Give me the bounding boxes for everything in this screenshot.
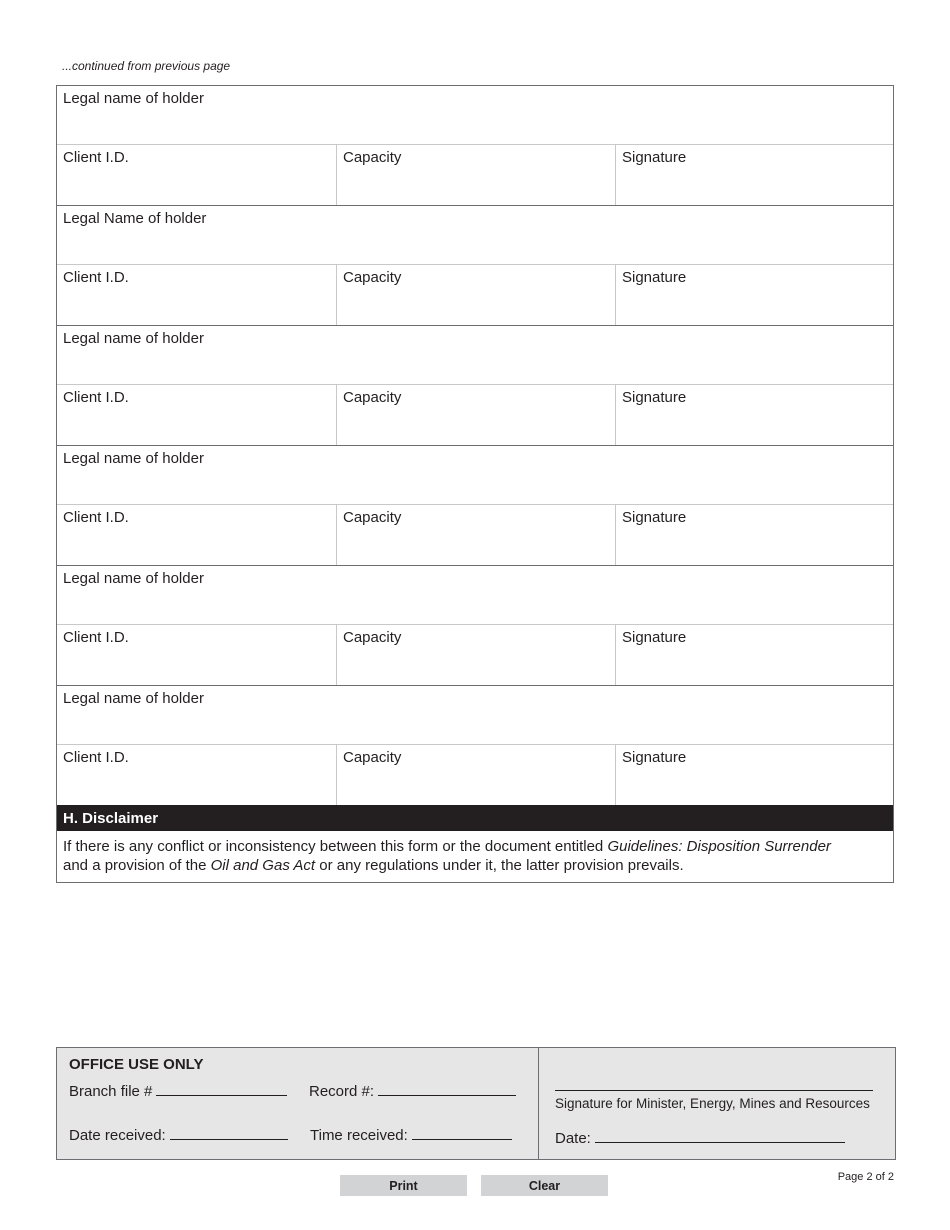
signature-field[interactable]: [615, 265, 893, 325]
legal-name-field[interactable]: [57, 86, 893, 145]
legal-name-field[interactable]: [57, 446, 893, 505]
disclaimer-text-part: and a provision of the: [63, 857, 211, 874]
holder-block: [57, 205, 893, 325]
office-use-title: OFFICE USE ONLY: [69, 1056, 204, 1073]
office-use-right: [539, 1048, 895, 1159]
client-id-label: Client I.D.: [63, 629, 129, 646]
client-id-field[interactable]: [57, 625, 336, 685]
signature-field[interactable]: [615, 145, 893, 205]
client-id-field[interactable]: [57, 745, 336, 805]
continued-note: ...continued from previous page: [62, 59, 231, 73]
minister-signature-field[interactable]: [555, 1090, 873, 1091]
capacity-field[interactable]: [336, 385, 615, 445]
disclaimer-heading: H. Disclaimer: [57, 805, 893, 831]
minister-date-label: Date:: [555, 1130, 591, 1147]
capacity-label: Capacity: [343, 389, 402, 406]
client-id-field[interactable]: [57, 385, 336, 445]
client-id-label: Client I.D.: [63, 149, 129, 166]
legal-name-label: Legal name of holder: [63, 450, 204, 467]
disclaimer-doc-title: Guidelines: Disposition Surrender: [607, 838, 831, 855]
record-field[interactable]: [309, 1083, 516, 1100]
branch-file-label: Branch file #: [69, 1083, 153, 1100]
date-received-field[interactable]: [69, 1127, 288, 1144]
holder-block: [57, 86, 893, 205]
minister-date-field[interactable]: [555, 1130, 845, 1147]
signature-label: Signature: [622, 389, 687, 406]
legal-name-label: Legal name of holder: [63, 330, 204, 347]
record-label: Record #:: [309, 1083, 375, 1100]
client-id-label: Client I.D.: [63, 749, 129, 766]
time-received-line: [412, 1127, 512, 1140]
time-received-label: Time received:: [310, 1127, 408, 1144]
branch-file-line: [156, 1083, 287, 1096]
legal-name-field[interactable]: [57, 686, 893, 745]
time-received-field[interactable]: [310, 1127, 512, 1144]
capacity-field[interactable]: [336, 145, 615, 205]
legal-name-field[interactable]: [57, 566, 893, 625]
legal-name-label: Legal name of holder: [63, 90, 204, 107]
capacity-label: Capacity: [343, 149, 402, 166]
page-number: Page 2 of 2: [837, 1171, 894, 1183]
holder-block: [57, 325, 893, 445]
signature-label: Signature: [622, 269, 687, 286]
holder-block: [57, 565, 893, 685]
disclaimer-text: [57, 831, 893, 882]
capacity-label: Capacity: [343, 509, 402, 526]
office-use-left: [57, 1048, 539, 1159]
branch-file-field[interactable]: [69, 1083, 287, 1100]
client-id-field[interactable]: [57, 505, 336, 565]
capacity-field[interactable]: [336, 265, 615, 325]
signature-field[interactable]: [615, 385, 893, 445]
legal-name-label: Legal name of holder: [63, 570, 204, 587]
capacity-label: Capacity: [343, 269, 402, 286]
clear-button[interactable]: Clear: [481, 1175, 608, 1196]
holder-block: [57, 445, 893, 565]
client-id-label: Client I.D.: [63, 509, 129, 526]
minister-date-line: [595, 1130, 845, 1143]
capacity-label: Capacity: [343, 749, 402, 766]
record-line: [378, 1083, 516, 1096]
holders-table: [56, 85, 894, 883]
capacity-label: Capacity: [343, 629, 402, 646]
disclaimer-text-part: or any regulations under it, the latter provision prevails.: [315, 857, 684, 874]
legal-name-label: Legal name of holder: [63, 690, 204, 707]
holder-block: [57, 685, 893, 805]
capacity-field[interactable]: [336, 625, 615, 685]
legal-name-label: Legal Name of holder: [63, 210, 207, 227]
print-button[interactable]: Print: [340, 1175, 467, 1196]
signature-field[interactable]: [615, 505, 893, 565]
disclaimer-act-title: Oil and Gas Act: [210, 857, 316, 874]
legal-name-field[interactable]: [57, 206, 893, 265]
signature-label: Signature: [622, 509, 687, 526]
signature-field[interactable]: [615, 625, 893, 685]
capacity-field[interactable]: [336, 745, 615, 805]
disclaimer-text-part: If there is any conflict or inconsistency between this form or the document entitled: [63, 838, 608, 855]
office-use-box: [56, 1047, 896, 1160]
signature-label: Signature: [622, 749, 687, 766]
date-received-label: Date received:: [69, 1127, 166, 1144]
client-id-field[interactable]: [57, 145, 336, 205]
signature-field[interactable]: [615, 745, 893, 805]
legal-name-field[interactable]: [57, 326, 893, 385]
client-id-label: Client I.D.: [63, 269, 129, 286]
client-id-label: Client I.D.: [63, 389, 129, 406]
client-id-field[interactable]: [57, 265, 336, 325]
capacity-field[interactable]: [336, 505, 615, 565]
date-received-line: [170, 1127, 288, 1140]
signature-label: Signature: [622, 149, 687, 166]
minister-signature-label: Signature for Minister, Energy, Mines and Resources: [555, 1096, 870, 1111]
signature-label: Signature: [622, 629, 687, 646]
